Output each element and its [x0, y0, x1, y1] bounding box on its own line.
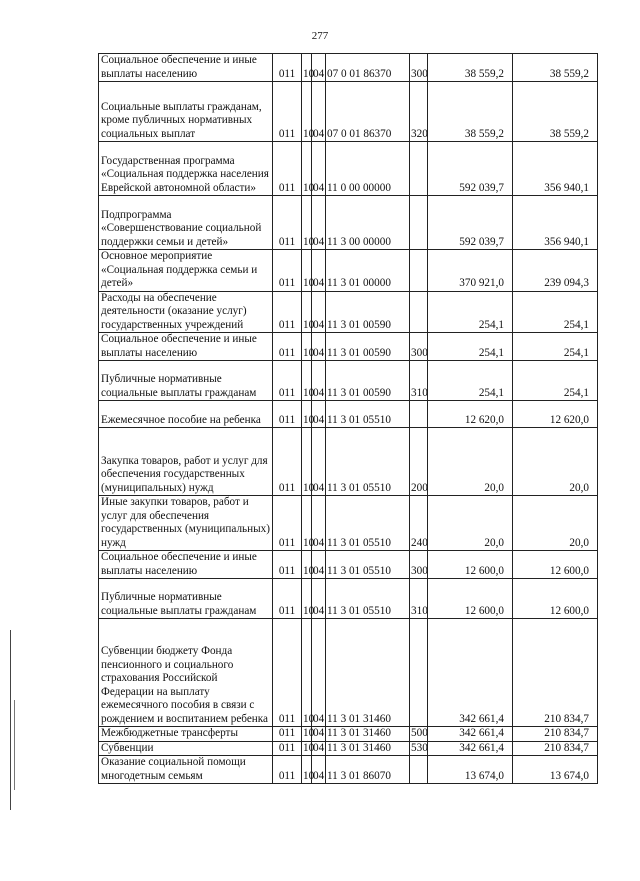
row-subsection: 04: [312, 142, 326, 196]
row-section: 10: [302, 196, 312, 250]
row-subsection: 04: [312, 250, 326, 292]
table-row: [99, 250, 598, 292]
row-amount-year2: 254,1: [513, 333, 598, 361]
row-section: 10: [303, 727, 315, 739]
page-number: 277: [311, 30, 329, 42]
row-name: Расходы на обеспечение деятельности (оказание услуг) государственных учреждений: [99, 291, 273, 333]
row-section: 10: [302, 361, 312, 401]
row-subsection: 04: [312, 401, 326, 428]
table-row: [99, 619, 598, 727]
row-amount-year1: 342 661,4: [428, 727, 513, 742]
row-name: Субвенции: [99, 741, 273, 756]
table-row: [99, 54, 598, 82]
row-section: 10: [302, 142, 312, 196]
row-expense-type: 300: [410, 333, 428, 361]
row-admin-code: 011: [273, 291, 302, 333]
row-amount-year2: 12 620,0: [513, 401, 598, 428]
row-amount-year2: 210 834,7: [513, 619, 598, 727]
row-section: 10: [302, 619, 312, 727]
row-section: 10: [302, 756, 312, 784]
row-admin-code: 011: [273, 54, 302, 82]
row-name: Межбюджетные трансферты: [99, 727, 273, 742]
row-admin-code: 011: [273, 496, 302, 551]
scan-edge-mark: [10, 630, 11, 810]
row-amount-year2: 38 559,2: [513, 82, 598, 142]
row-name: Социальные выплаты гражданам, кроме публичных нормативных социальных выплат: [99, 82, 273, 142]
row-section: 10: [303, 741, 315, 754]
row-name: Публичные нормативные социальные выплаты гражданам: [99, 579, 273, 619]
row-amount-year2: 12 600,0: [513, 551, 598, 579]
row-name: Закупка товаров, работ и услуг для обеспечения государственных (муниципальных) нужд: [99, 428, 273, 496]
row-admin-code: 011: [273, 579, 302, 619]
row-expense-type: 300: [410, 551, 428, 579]
table-row: [99, 196, 598, 250]
table-row: [99, 496, 598, 551]
row-expense-type: [410, 401, 428, 428]
row-amount-year2: 13 674,0: [513, 756, 598, 784]
row-section: 10: [302, 291, 312, 333]
row-section: 10: [302, 54, 312, 82]
row-target-article: 11 3 01 05510: [326, 496, 410, 551]
row-admin-code: 011: [273, 756, 302, 784]
row-expense-type: 310: [410, 579, 428, 619]
row-name: Ежемесячное пособие на ребенка: [99, 401, 273, 428]
row-amount-year2: 20,0: [513, 428, 598, 496]
row-amount-year2: 356 940,1: [513, 196, 598, 250]
row-admin-code: 011: [273, 551, 302, 579]
row-subsection: 04: [312, 619, 326, 727]
row-name: Социальное обеспечение и иные выплаты населению: [99, 551, 273, 579]
row-subsection: 04: [312, 428, 326, 496]
table-row: [99, 361, 598, 401]
row-amount-year2: 254,1: [513, 291, 598, 333]
row-subsection: 04: [312, 361, 326, 401]
row-subsection: 04: [313, 741, 325, 754]
row-section: 10: [302, 579, 312, 619]
row-amount-year1: 342 661,4: [428, 619, 513, 727]
row-target-article: 11 3 01 00000: [326, 250, 410, 292]
row-subsection: 04: [312, 82, 326, 142]
row-amount-year1: 592 039,7: [428, 142, 513, 196]
row-admin-code: 011: [273, 619, 302, 727]
row-subsection: 04: [312, 551, 326, 579]
table-row: [99, 82, 598, 142]
row-admin-code: 011: [273, 428, 302, 496]
table-row: [99, 333, 598, 361]
row-amount-year2: 38 559,2: [513, 54, 598, 82]
scan-edge-mark: [14, 700, 15, 790]
row-target-article: 11 3 01 31460: [326, 741, 410, 756]
row-subsection: 04: [312, 579, 326, 619]
row-name: Социальное обеспечение и иные выплаты населению: [99, 54, 273, 82]
row-expense-type: 300: [410, 54, 428, 82]
row-section: 10: [302, 401, 312, 428]
row-section: 10: [302, 250, 312, 292]
row-amount-year2: 210 834,7: [513, 741, 598, 756]
row-target-article: 11 3 01 05510: [326, 401, 410, 428]
row-name: Основное мероприятие «Социальная поддержка семьи и детей»: [99, 250, 273, 292]
table-row: [99, 428, 598, 496]
row-expense-type: 310: [410, 361, 428, 401]
row-target-article: 11 3 01 05510: [326, 551, 410, 579]
row-name: Подпрограмма «Совершенствование социальной поддержки семьи и детей»: [99, 196, 273, 250]
row-expense-type: [410, 196, 428, 250]
row-target-article: 11 3 01 05510: [326, 428, 410, 496]
row-subsection: 04: [312, 196, 326, 250]
row-amount-year2: 12 600,0: [513, 579, 598, 619]
row-target-article: 07 0 01 86370: [326, 54, 410, 82]
row-admin-code: 011: [273, 333, 302, 361]
row-subsection: 04: [312, 333, 326, 361]
row-section: 10: [302, 82, 312, 142]
row-amount-year1: 342 661,4: [428, 741, 513, 756]
row-expense-type: [410, 291, 428, 333]
row-expense-type: 200: [410, 428, 428, 496]
row-expense-type: 500: [411, 727, 428, 739]
row-target-article: 11 3 01 00590: [326, 291, 410, 333]
table-row: [99, 727, 598, 742]
row-expense-type: 240: [410, 496, 428, 551]
row-amount-year1: 12 620,0: [428, 401, 513, 428]
row-amount-year2: 356 940,1: [513, 142, 598, 196]
row-expense-type: 530: [411, 741, 428, 754]
row-section: 10: [302, 333, 312, 361]
row-name: Оказание социальной помощи многодетным семьям: [99, 756, 273, 784]
row-amount-year1: 38 559,2: [428, 82, 513, 142]
row-expense-type: [410, 142, 428, 196]
row-admin-code: 011: [273, 361, 302, 401]
row-name: Субвенции бюджету Фонда пенсионного и социального страхования Российской Федерации на выплату ежемесячного пособия в связи с рождением и воспитанием ребенка: [99, 619, 273, 727]
row-admin-code: 011: [273, 727, 302, 742]
row-target-article: 11 3 01 31460: [326, 727, 410, 742]
table-row: [99, 291, 598, 333]
row-amount-year1: 12 600,0: [428, 551, 513, 579]
row-target-article: 11 3 01 00590: [326, 361, 410, 401]
table-row: [99, 741, 598, 756]
row-section: 10: [302, 551, 312, 579]
row-admin-code: 011: [273, 82, 302, 142]
row-target-article: 11 3 00 00000: [326, 196, 410, 250]
row-section: 10: [302, 496, 312, 551]
row-amount-year2: 239 094,3: [513, 250, 598, 292]
row-expense-type: 320: [410, 82, 428, 142]
row-subsection: 04: [312, 756, 326, 784]
row-amount-year1: 370 921,0: [428, 250, 513, 292]
budget-table-body: [99, 54, 598, 784]
row-name: Публичные нормативные социальные выплаты гражданам: [99, 361, 273, 401]
row-target-article: 07 0 01 86370: [326, 82, 410, 142]
row-admin-code: 011: [273, 401, 302, 428]
row-amount-year1: 12 600,0: [428, 579, 513, 619]
table-row: [99, 142, 598, 196]
row-amount-year2: 210 834,7: [513, 727, 598, 742]
row-expense-type: [410, 756, 428, 784]
row-amount-year1: 20,0: [428, 496, 513, 551]
row-section: 10: [302, 428, 312, 496]
row-admin-code: 011: [273, 196, 302, 250]
row-subsection: 04: [312, 291, 326, 333]
row-target-article: 11 3 01 05510: [326, 579, 410, 619]
row-amount-year1: 254,1: [428, 333, 513, 361]
table-row: [99, 551, 598, 579]
row-amount-year2: 254,1: [513, 361, 598, 401]
row-target-article: 11 0 00 00000: [326, 142, 410, 196]
row-amount-year1: 254,1: [428, 361, 513, 401]
row-amount-year1: 13 674,0: [428, 756, 513, 784]
row-admin-code: 011: [273, 142, 302, 196]
row-admin-code: 011: [273, 250, 302, 292]
row-amount-year1: 38 559,2: [428, 54, 513, 82]
budget-table: [98, 53, 598, 784]
row-amount-year1: 20,0: [428, 428, 513, 496]
row-name: Иные закупки товаров, работ и услуг для обеспечения государственных (муниципальных) нужд: [99, 496, 273, 551]
row-amount-year2: 20,0: [513, 496, 598, 551]
row-expense-type: [410, 619, 428, 727]
row-target-article: 11 3 01 00590: [326, 333, 410, 361]
row-amount-year1: 592 039,7: [428, 196, 513, 250]
row-subsection: 04: [313, 727, 325, 739]
row-name: Социальное обеспечение и иные выплаты населению: [99, 333, 273, 361]
row-target-article: 11 3 01 86070: [326, 756, 410, 784]
table-row: [99, 579, 598, 619]
row-subsection: 04: [312, 54, 326, 82]
row-amount-year1: 254,1: [428, 291, 513, 333]
row-target-article: 11 3 01 31460: [326, 619, 410, 727]
row-subsection: 04: [312, 496, 326, 551]
row-admin-code: 011: [273, 741, 302, 756]
table-row: [99, 401, 598, 428]
row-expense-type: [410, 250, 428, 292]
table-row: [99, 756, 598, 784]
row-name: Государственная программа «Социальная поддержка населения Еврейской автономной области»: [99, 142, 273, 196]
